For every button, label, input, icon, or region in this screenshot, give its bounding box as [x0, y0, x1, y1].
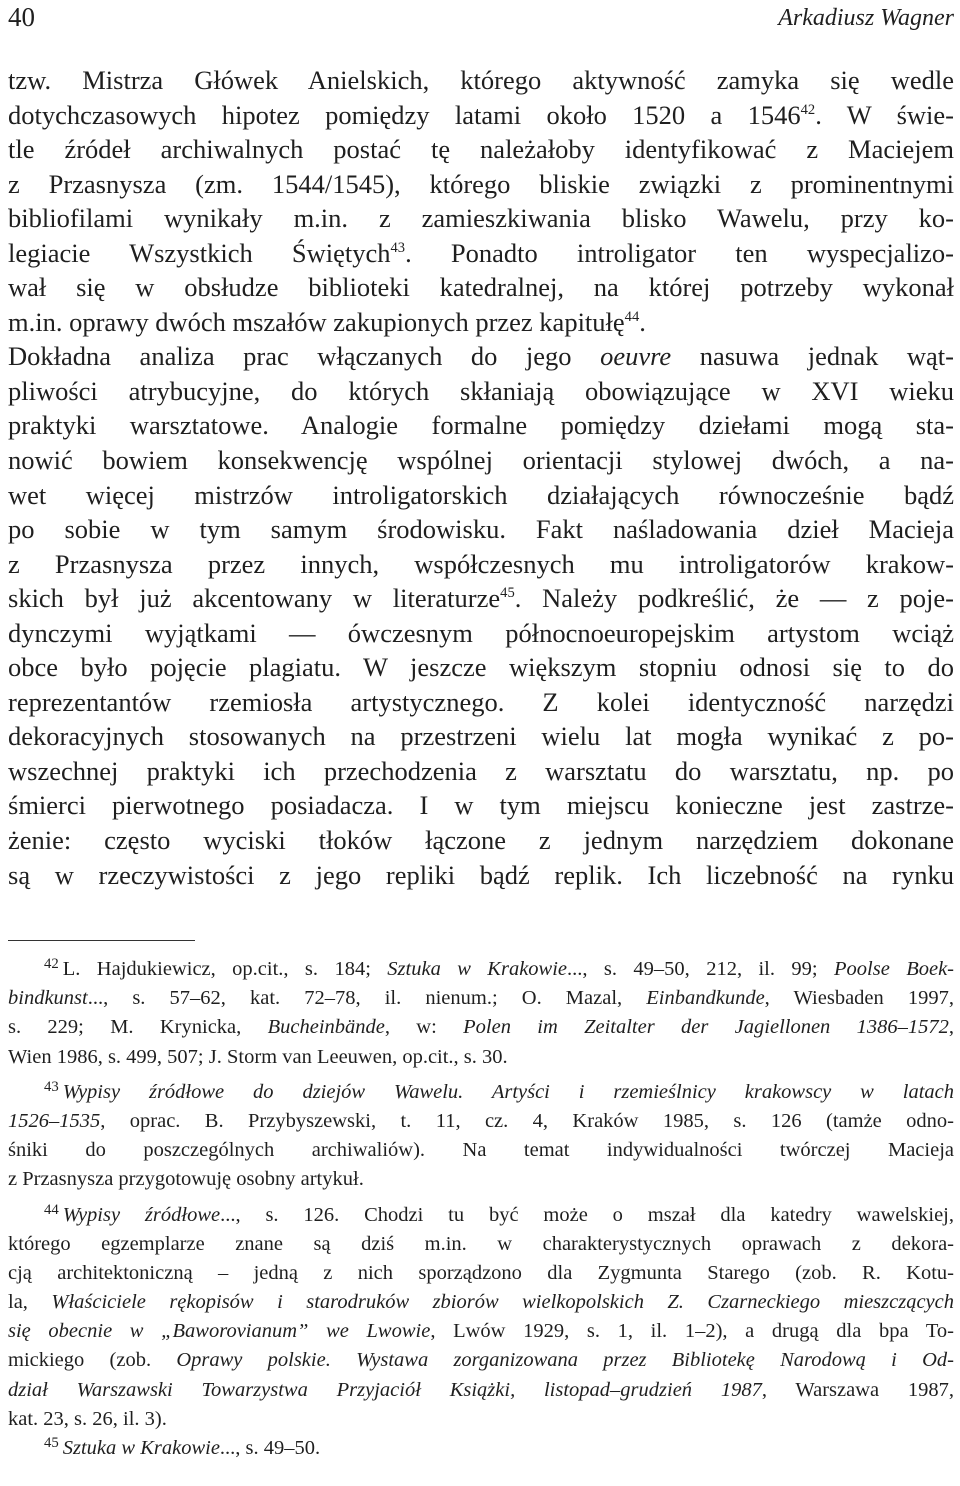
footnote-44-line: którego egzemplarze znane są dziś m.in. w charakterystycznych oprawach z dekora- [8, 1232, 954, 1255]
text-line: dotychczasowych hipotez pomiędzy latami około 1520 a 1546$^{42}$. W świe- [8, 99, 954, 130]
text-line: wał się w obsłudze biblioteki katedralnej, na której potrzeby wykonał [8, 272, 954, 303]
text-line: z Przasnysza (zm. 1544/1545), którego bliskie związki z prominentnymi [8, 168, 954, 199]
footnote-42-line: bindkunst..., s. 57–62, kat. 72–78, il. nienum.; O. Mazal, Einbandkunde, Wiesbaden 1997, [8, 987, 954, 1010]
footnote-43-line: 1526–1535, oprac. B. Przybyszewski, t. 11, cz. 4, Kraków 1985, s. 126 (tamże odno- [8, 1109, 954, 1132]
page-header [0, 0, 960, 40]
footnote-43-line: śniki do poszczególnych archiwaliów). Na temat indywidualności twórczej Macieja [8, 1139, 954, 1162]
text-line: bibliofilami wynikały m.in. z zamieszkiwania blisko Wawelu, przy ko- [8, 203, 954, 234]
footnote-ref-43: 43 [390, 239, 406, 256]
footnote-44-line: się obecnie w „Baworovianum” we Lwowie, Lwów 1929, s. 1, il. 1–2), a drugą dla bpa To- [8, 1320, 954, 1343]
footnotes [8, 955, 954, 1463]
text-line: praktyki warsztatowe. Analogie formalne pomiędzy dziełami mogą sta- [8, 410, 954, 441]
footnote-ref-44: 44 [624, 308, 640, 325]
footnote-42-line: $^{42}$ L. Hajdukiewicz, op.cit., s. 184; Sztuka w Krakowie..., s. 49–50, 212, il. 99; Poolse Boek- [8, 955, 954, 984]
text-line: wszechnej praktyki ich przechodzenia z warsztatu do warsztatu, np. po [8, 755, 954, 786]
footnote-42-line: Wien 1986, s. 499, 507; J. Storm van Leeuwen, op.cit., s. 30. [8, 1045, 508, 1068]
text-line: śmierci pierwotnego posiadacza. I w tym miejscu konieczne jest zastrze- [8, 790, 954, 821]
text-line: tle źródeł archiwalnych postać tę należałoby identyfikować z Maciejem [8, 134, 954, 165]
text-line: dekoracyjnych stosowanych na przestrzeni wielu lat mogła wynikać z po- [8, 721, 954, 752]
text-line: są w rzeczywistości z jego repliki bądź replik. Ich liczebność na rynku [8, 859, 954, 890]
text-line: wet więcej mistrzów introligatorskich działających równocześnie bądź [8, 479, 954, 510]
footnote-number: 42 [44, 956, 59, 973]
text-line: legiacie Wszystkich Świętych$^{43}$. Ponadto introligator ten wyspecjalizo- [8, 237, 955, 268]
text-line: reprezentantów rzemiosła artystycznego. Z kolei identyczność narzędzi [8, 686, 954, 717]
text-line: Dokładna analiza prac włączanych do jego oeuvre nasuwa jednak wąt- [8, 341, 954, 372]
footnote-44-line: cją architektoniczną – jedną z nich sporządzono dla Zygmunta Starego (zob. R. Kotu- [8, 1261, 954, 1284]
text-line: żenie: często wyciski tłoków łączone z jednym narzędziem dokonane [8, 825, 954, 856]
footnote-ref-45: 45 [500, 585, 515, 602]
main-text [8, 63, 954, 892]
text-line: skich był już akcentowany w literaturze$^{45}$. Należy podkreślić, że — z poje- [8, 583, 954, 614]
footnote-44-line: $^{44}$ Wypisy źródłowe..., s. 126. Chodzi tu być może o mszał dla katedry wawelskiej, [8, 1201, 954, 1230]
footnote-44-line: mickiego (zob. Oprawy polskie. Wystawa zorganizowana przez Bibliotekę Narodową i Od- [8, 1349, 954, 1372]
footnote-number: 43 [44, 1079, 59, 1096]
footnote-43-line: z Przasnysza przygotowuję osobny artykuł. [8, 1168, 364, 1191]
text-line: pliwości atrybucyjne, do których skłaniają obowiązujące w XVI wieku [8, 375, 954, 406]
footnote-44-line: la, Właściciele rękopisów i starodruków zbiorów wielkopolskich Z. Czarneckiego mieszczących [8, 1291, 955, 1314]
text-line: tzw. Mistrza Główek Anielskich, którego aktywność zamyka się wedle [8, 65, 954, 95]
footnote-44-line: dział Warszawski Towarzystwa Przyjaciół Książki, listopad–grudzień 1987, Warszawa 1987, [8, 1378, 955, 1401]
text-line: z Przasnysza przez innych, współczesnych mu introligatorów krakow- [8, 548, 954, 579]
footnote-45-line: $^{45}$ Sztuka w Krakowie..., s. 49–50. [8, 1434, 954, 1463]
footnote-43-line: $^{43}$ Wypisy źródłowe do dziejów Wawelu. Artyści i rzemieślnicy krakowscy w latach [8, 1078, 954, 1107]
footnote-separator [8, 940, 195, 941]
text-line: obce było pojęcie plagiatu. W jeszcze większym stopniu odnosi się to do [8, 652, 954, 683]
footnote-44-line: kat. 23, s. 26, il. 3). [8, 1407, 167, 1430]
text-line: nowić bowiem konsekwencję wspólnej orientacji stylowej dwóch, a na- [8, 445, 954, 476]
footnote-42-line: s. 229; M. Krynicka, Bucheinbände, w: Polen im Zeitalter der Jagiellonen 1386–1572, [8, 1016, 955, 1039]
footnote-number: 45 [44, 1435, 59, 1452]
footnote-ref-42: 42 [800, 101, 816, 118]
footnote-number: 44 [44, 1201, 59, 1218]
text-line: m.in. oprawy dwóch mszałów zakupionych przez kapitułę$^{44}$. [8, 306, 646, 337]
text-line: dynczymi wyjątkami — ówczesnym północnoeuropejskim artystom wciąż [8, 617, 954, 648]
text-line: po sobie w tym samym środowisku. Fakt naśladowania dzieł Macieja [8, 514, 954, 545]
page-number: 40 [8, 2, 35, 32]
running-head-author: Arkadiusz Wagner [778, 5, 954, 31]
